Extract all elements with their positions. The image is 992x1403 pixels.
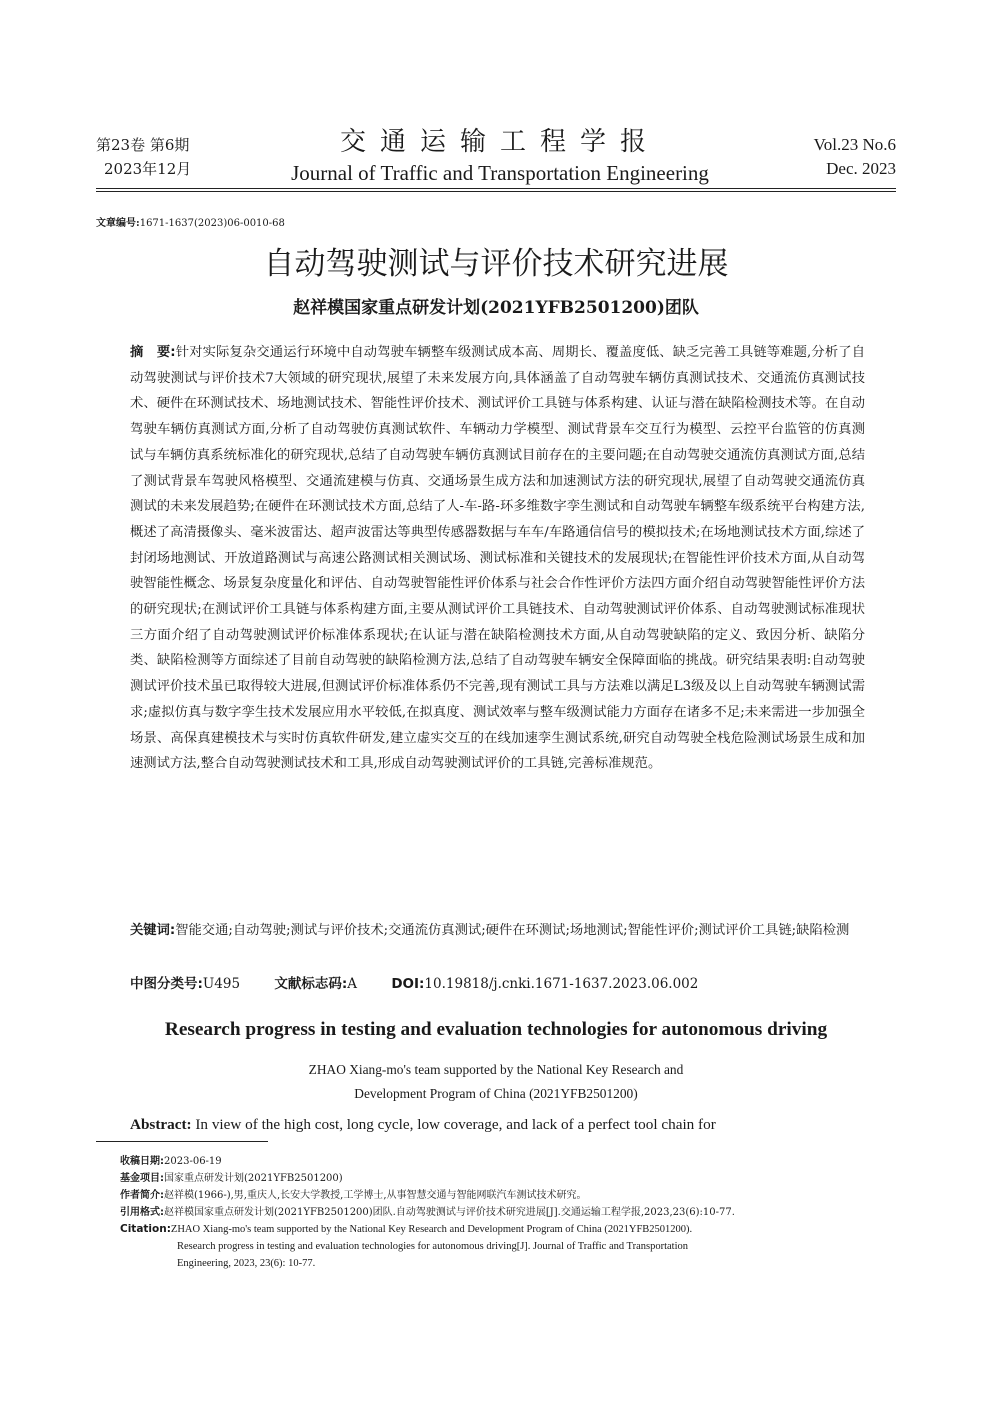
keywords-cn-label: 关键词:: [130, 923, 176, 938]
keywords-cn-text: 智能交通;自动驾驶;测试与评价技术;交通流仿真测试;硬件在环测试;场地测试;智能性评价;测试评价工具链;缺陷检测: [175, 923, 850, 938]
bio-label: 作者简介:: [120, 1190, 164, 1201]
received-label: 收稿日期:: [120, 1156, 164, 1167]
citation-cn-value: 赵祥模国家重点研发计划(2021YFB2501200)团队.自动驾驶测试与评价技术研究进展[J].交通运输工程学报,2023,23(6):10-77.: [164, 1207, 735, 1218]
volume-issue-cn: 第23卷 第6期: [96, 136, 190, 154]
footnote-rule: [96, 1141, 268, 1142]
abstract-en-text: In view of the high cost, long cycle, low coverage, and lack of a perfect tool chain for: [191, 1116, 716, 1133]
author-en-line1: ZHAO Xiang-mo's team supported by the National Key Research and: [308, 1062, 684, 1077]
date-cn: 2023年12月: [104, 160, 192, 178]
author-en-line2: Development Program of China (2021YFB2501200): [354, 1086, 638, 1101]
fund-project: [120, 1170, 900, 1187]
abstract-cn-text: 针对实际复杂交通运行环境中自动驾驶车辆整车级测试成本高、周期长、覆盖度低、缺乏完善工具链等难题,分析了自动驾驶测试与评价技术7大领域的研究现状,展望了未来发展方向,具体涵盖了自动驾驶车辆仿真测试技术、交通流仿真测试技术、硬件在环测试技术、场地测试技术、智能性评价技术、测试评价工具链与体系构建、认证与潜在缺陷检测技术等。在自动驾驶车辆仿真测试方面,分析了自动驾驶仿真测试软件、车辆动力学模型、测试背景车交互行为模型、云控平台监管的仿真测试与车辆仿真系统标准化的研究现状,总结了自动驾驶车辆仿真测试目前存在的主要问题;在自动驾驶交通流仿真测试方面,总结了测试背景车驾驶风格模型、交通流建模与仿真、交通场景生成方法和加速测试方法的研究现状,展望了自动驾驶交通流仿真测试的未来发展趋势;在硬件在环测试技术方面,总结了人-车-路-环多维数字孪生测试和自动驾驶车辆整车级系统平台构建方法,概述了高清摄像头、毫米波雷达、超声波雷达等典型传感器数据与车车/车路通信信号的模拟技术;在场地测试技术方面,综述了封闭场地测试、开放道路测试与高速公路测试相关测试场、测试标准和关键技术的发展现状;在智能性评价技术方面,从自动驾驶智能性概念、场景复杂度量化和评估、自动驾驶智能性评价体系与社会合作性评价方法四方面介绍自动驾驶智能性评价方法的研究现状;在测试评价工具链与体系构建方面,主要从测试评价工具链技术、自动驾驶测试评价体系、自动驾驶测试标准现状三方面介绍了自动驾驶测试评价标准体系现状;在认证与潜在缺陷检测技术方面,从自动驾驶缺陷的定义、致因分析、缺陷分类、缺陷检测等方面综述了目前自动驾驶的缺陷检测方法,总结了自动驾驶车辆安全保障面临的挑战。研究结果表明:自动驾驶测试评价技术虽已取得较大进展,但测试评价标准体系仍不完善,现有测试工具与方法难以满足L3级及以上自动驾驶车辆测试需求;虚拟仿真与数字孪生技术发展应用水平较低,在拟真度、测试效率与整车级测试能力方面存在诸多不足;未来需进一步加强全场景、高保真建模技术与实时仿真软件研发,建立虚实交互的在线加速孪生测试系统,研究自动驾驶全栈危险测试场景生成和加速测试方法,整合自动驾驶测试技术和工具,形成自动驾驶测试评价的工具链,完善标准规范。: [130, 345, 865, 772]
article-number-label: 文章编号:: [96, 218, 140, 229]
clc-group: [130, 972, 240, 996]
received-date: [120, 1153, 900, 1170]
citation-en-line2: Research progress in testing and evaluation technologies for autonomous driving[J]. Journal of Traffic and Transportation: [177, 1241, 689, 1252]
abstract-en: [130, 1114, 865, 1136]
bio-value: 赵祥模(1966-),男,重庆人,长安大学教授,工学博士,从事智慧交通与智能网联汽车测试技术研究。: [164, 1190, 587, 1201]
citation-en: [120, 1221, 900, 1238]
author-cn: 赵祥模国家重点研发计划(2021YFB2501200)团队: [293, 298, 699, 318]
citation-en-line1: ZHAO Xiang-mo's team supported by the National Key Research and Development Program of China (2021YFB2501200).: [170, 1224, 693, 1235]
doi-value: 10.19818/j.cnki.1671-1637.2023.06.002: [424, 976, 699, 992]
keywords-cn: [130, 918, 865, 944]
abstract-cn-label: 摘 要:: [130, 345, 176, 360]
journal-title-en: Journal of Traffic and Transportation Engineering: [291, 161, 709, 185]
doc-code-group: [274, 972, 357, 996]
header-rule-bottom: [96, 191, 896, 192]
citation-en-line3: Engineering, 2023, 23(6): 10-77.: [177, 1258, 316, 1269]
citation-cn: [120, 1204, 900, 1221]
received-value: 2023-06-19: [164, 1156, 222, 1167]
footnotes: [120, 1153, 900, 1272]
doc-code-value: A: [347, 976, 358, 992]
citation-en-label: Citation:: [120, 1223, 171, 1235]
doi-group: [391, 972, 698, 996]
article-title-cn: 自动驾驶测试与评价技术研究进展: [263, 246, 729, 282]
header-left: [96, 133, 191, 181]
fund-label: 基金项目:: [120, 1173, 164, 1184]
abstract-en-label: Abstract:: [130, 1116, 192, 1133]
clc-label: 中图分类号:: [130, 976, 203, 992]
header-right: [814, 133, 896, 181]
fund-value: 国家重点研发计划(2021YFB2501200): [164, 1173, 343, 1184]
article-title-en: Research progress in testing and evaluation technologies for autonomous driving: [164, 1019, 828, 1040]
author-bio: [120, 1187, 900, 1204]
citation-cn-label: 引用格式:: [120, 1207, 164, 1218]
doc-code-label: 文献标志码:: [274, 976, 348, 992]
doi-label: DOI:: [391, 976, 425, 992]
author-en: [96, 1058, 896, 1106]
article-number: [96, 214, 285, 229]
volume-issue-en: Vol.23 No.6: [813, 135, 896, 154]
classification-line: [130, 972, 865, 996]
header-rule-top: [96, 188, 896, 189]
journal-title: [250, 126, 750, 188]
clc-value: U495: [202, 976, 241, 992]
journal-title-cn: 交通运输工程学报: [339, 127, 660, 157]
article-number-value: 1671-1637(2023)06-0010-68: [139, 218, 285, 229]
date-en: Dec. 2023: [826, 159, 896, 178]
abstract-cn: [130, 340, 865, 777]
